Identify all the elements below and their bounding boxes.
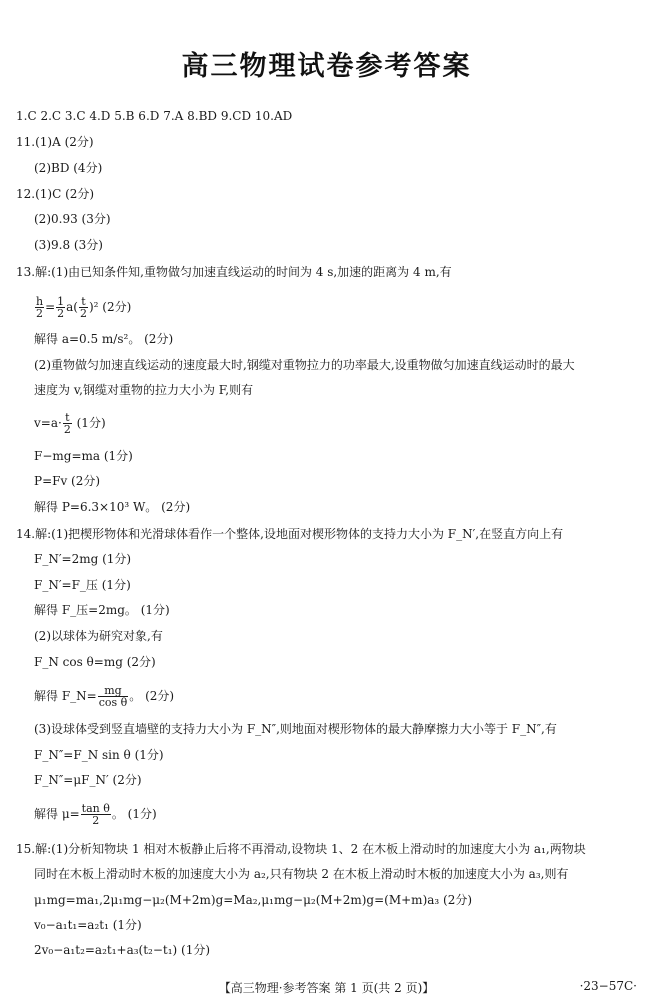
numerator: 1 [57,295,65,308]
q12-part3: (3)9.8 (3分) [34,238,103,252]
equation-text: )² (2分) [89,300,132,314]
equation-text: 。 (2分) [129,689,175,703]
equation-text: v=a· [34,416,62,430]
q13-solution2: 解得 P=6.3×10³ W。 (2分) [34,500,191,514]
q11-part2: (2)BD (4分) [34,161,103,175]
denominator: 2 [57,307,65,320]
footer-page-info: 【高三物理·参考答案 第 1 页(共 2 页)】 [218,981,435,995]
equation-text: (1分) [72,416,106,430]
fraction [79,296,88,319]
q13-equation3: F−mg=ma (1分) [34,449,133,463]
numerator: t [63,412,72,424]
q14-part2: (2)以球体为研究对象,有 [34,629,163,643]
q12-part2: (2)0.93 (3分) [34,212,111,226]
q14-equation5: F_N″=μF_N′ (2分) [34,773,142,787]
q15-equation3: 2v₀−a₁t₂=a₂t₁+a₃(t₂−t₁) (1分) [34,943,211,957]
equation-text: 解得 F_N= [34,689,97,703]
q14-intro: 14.解:(1)把楔形物体和光滑球体看作一个整体,设地面对楔形物体的支持力大小为 F_N′,在竖直方向上有 [16,527,564,541]
fraction [56,296,65,319]
q13-equation2 [34,408,106,438]
denominator: 2 [80,307,87,320]
q13-equation4: P=Fv (2分) [34,474,101,488]
fraction [98,685,129,708]
q15-line1: 15.解:(1)分析知物块 1 相对木板静止后将不再滑动,设物块 1、2 在木板上滑动时的加速度大小为 a₁,两物块 [16,842,586,856]
numerator: mg [98,685,129,697]
q12-part1: 12.(1)C (2分) [16,187,95,201]
q14-solution3 [34,799,157,829]
q11-part1: 11.(1)A (2分) [16,135,94,149]
footer-exam-code: ·23−57C· [579,979,637,993]
q13-equation1 [34,292,131,322]
q13-intro: 13.解:(1)由已知条件知,重物做匀加速直线运动的时间为 4 s,加速的距离为 4 m,有 [16,265,452,279]
denominator: 2 [36,307,44,320]
equation-text: a( [66,300,78,314]
q14-equation2: F_N′=F_压 (1分) [34,578,131,592]
denominator: 2 [63,423,71,436]
q13-part2-line2: 速度为 v,钢缆对重物的拉力大小为 F,则有 [34,383,254,397]
q15-line2: 同时在木板上滑动时木板的加速度大小为 a₂,只有物块 2 在木板上滑动时木板的加速度大小为 a₃,则有 [34,867,569,881]
page-title: 高三物理试卷参考答案 [181,51,472,82]
fraction [63,412,72,435]
denominator: cos θ [98,696,128,709]
numerator: h [36,295,44,308]
equation-text: 。 (1分) [111,807,157,821]
fraction [35,296,44,319]
q13-solution1: 解得 a=0.5 m/s²。 (2分) [34,332,174,346]
equation-text: 解得 μ= [34,807,80,821]
q14-part3: (3)设球体受到竖直墙壁的支持力大小为 F_N″,则地面对楔形物体的最大静摩擦力大小等于 F_N″,有 [34,722,557,736]
fraction [81,803,111,826]
multiple-choice-answers: 1.C 2.C 3.C 4.D 5.B 6.D 7.A 8.BD 9.CD 10.AD [16,109,293,123]
q15-equation1: μ₁mg=ma₁,2μ₁mg−μ₂(M+2m)g=Ma₂,μ₁mg−μ₂(M+2m)g=(M+m)a₃ (2分) [34,893,473,907]
q14-solution1: 解得 F_压=2mg。 (1分) [34,603,170,617]
numerator: t [79,296,88,308]
q14-equation4: F_N″=F_N sin θ (1分) [34,748,164,762]
denominator: 2 [92,814,100,827]
q14-equation3: F_N cos θ=mg (2分) [34,655,156,669]
q14-equation1: F_N′=2mg (1分) [34,552,132,566]
q13-part2-line1: (2)重物做匀加速直线运动的速度最大时,钢缆对重物拉力的功率最大,设重物做匀加速直线运动时的最大 [34,358,575,372]
equals-sign: = [45,300,56,314]
numerator: tan θ [81,802,110,815]
q14-solution2 [34,681,174,711]
q15-equation2: v₀−a₁t₁=a₂t₁ (1分) [34,918,142,932]
